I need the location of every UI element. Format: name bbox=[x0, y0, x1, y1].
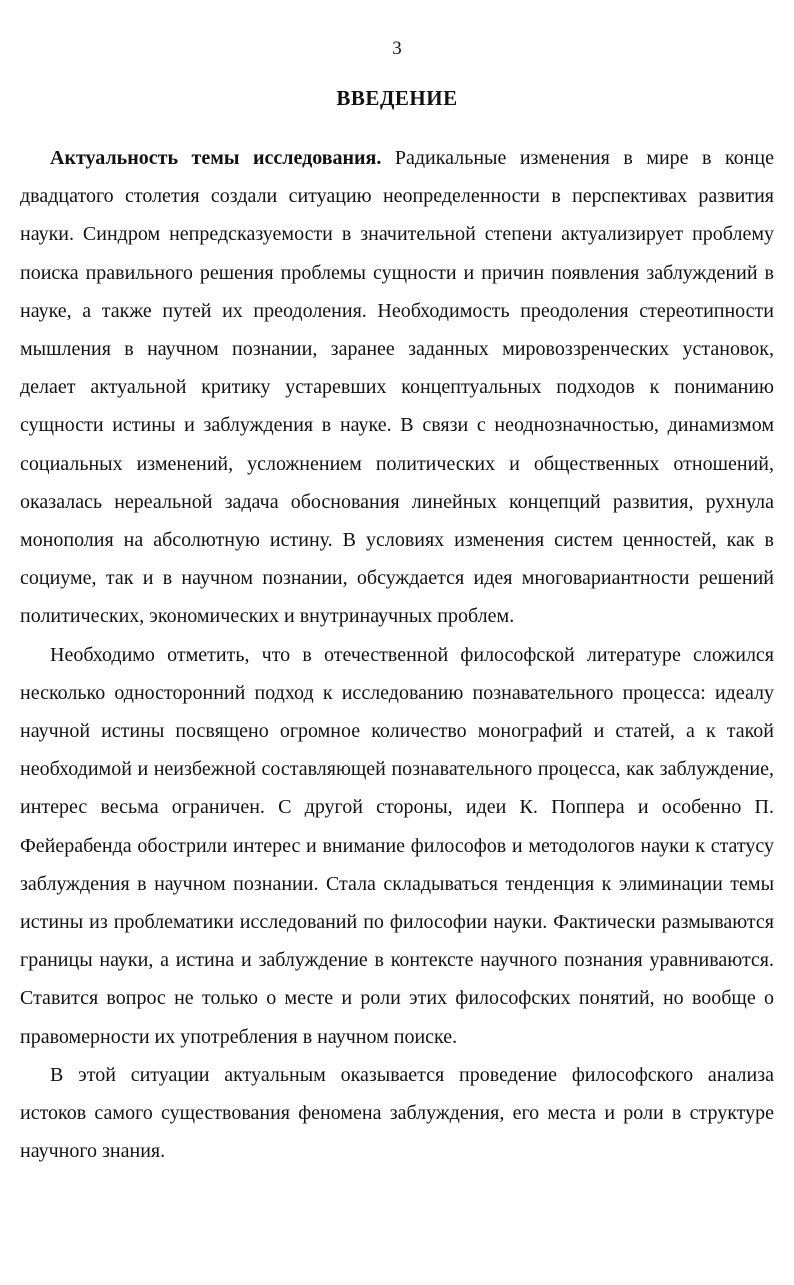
paragraph-text: Необходимо отметить, что в отечественной философской литературе сложился несколько односторонний подход к исследованию познавательного процесса: идеалу научной истины посвящено огромное количество монографий и статей, а к такой необходимой и неизбежной составляющей познавательного процесса, как заблуждение, интерес весьма ограничен. С другой стороны, идеи К. Поппера и особенно П. Фейерабенда обострили интерес и внимание философов и методологов науки к статусу заблуждения в научном познании. Стала складываться тенденция к элиминации темы истины из проблематики исследований по философии науки. Фактически размываются границы науки, а истина и заблуждение в контексте научного познания уравниваются. Ставится вопрос не только о месте и роли этих философских понятий, но вообще о правомерности их употребления в научном поиске. bbox=[20, 643, 774, 1048]
page-number: 3 bbox=[392, 38, 402, 59]
document-body bbox=[20, 139, 774, 1170]
paragraph-text: В этой ситуации актуальным оказывается проведение философского анализа истоков самого существования феномена заблуждения, его места и роли в структуре научного знания. bbox=[20, 1063, 774, 1163]
page-title: ВВЕДЕНИЕ bbox=[336, 86, 458, 110]
paragraph-lead: Актуальность темы исследования. bbox=[50, 147, 382, 169]
paragraph-3 bbox=[20, 1056, 774, 1171]
paragraph-1 bbox=[20, 139, 774, 636]
paragraph-2 bbox=[20, 636, 774, 1056]
paragraph-text: Радикальные изменения в мире в конце двадцатого столетия создали ситуацию неопределенности в перспективах развития науки. Синдром непредсказуемости в значительной степени актуализирует проблему поиска правильного решения проблемы сущности и причин появления заблуждений в науке, а также путей их преодоления. Необходимость преодоления стереотипности мышления в научном познании, заранее заданных мировоззренческих установок, делает актуальной критику устаревших концептуальных подходов к пониманию сущности истины и заблуждения в науке. В связи с неоднозначностью, динамизмом социальных изменений, усложнением политических и общественных отношений, оказалась нереальной задача обоснования линейных концепций развития, рухнула монополия на абсолютную истину. В условиях изменения систем ценностей, как в социуме, так и в научном познании, обсуждается идея многовариантности решений политических, экономических и внутринаучных проблем. bbox=[20, 147, 774, 628]
